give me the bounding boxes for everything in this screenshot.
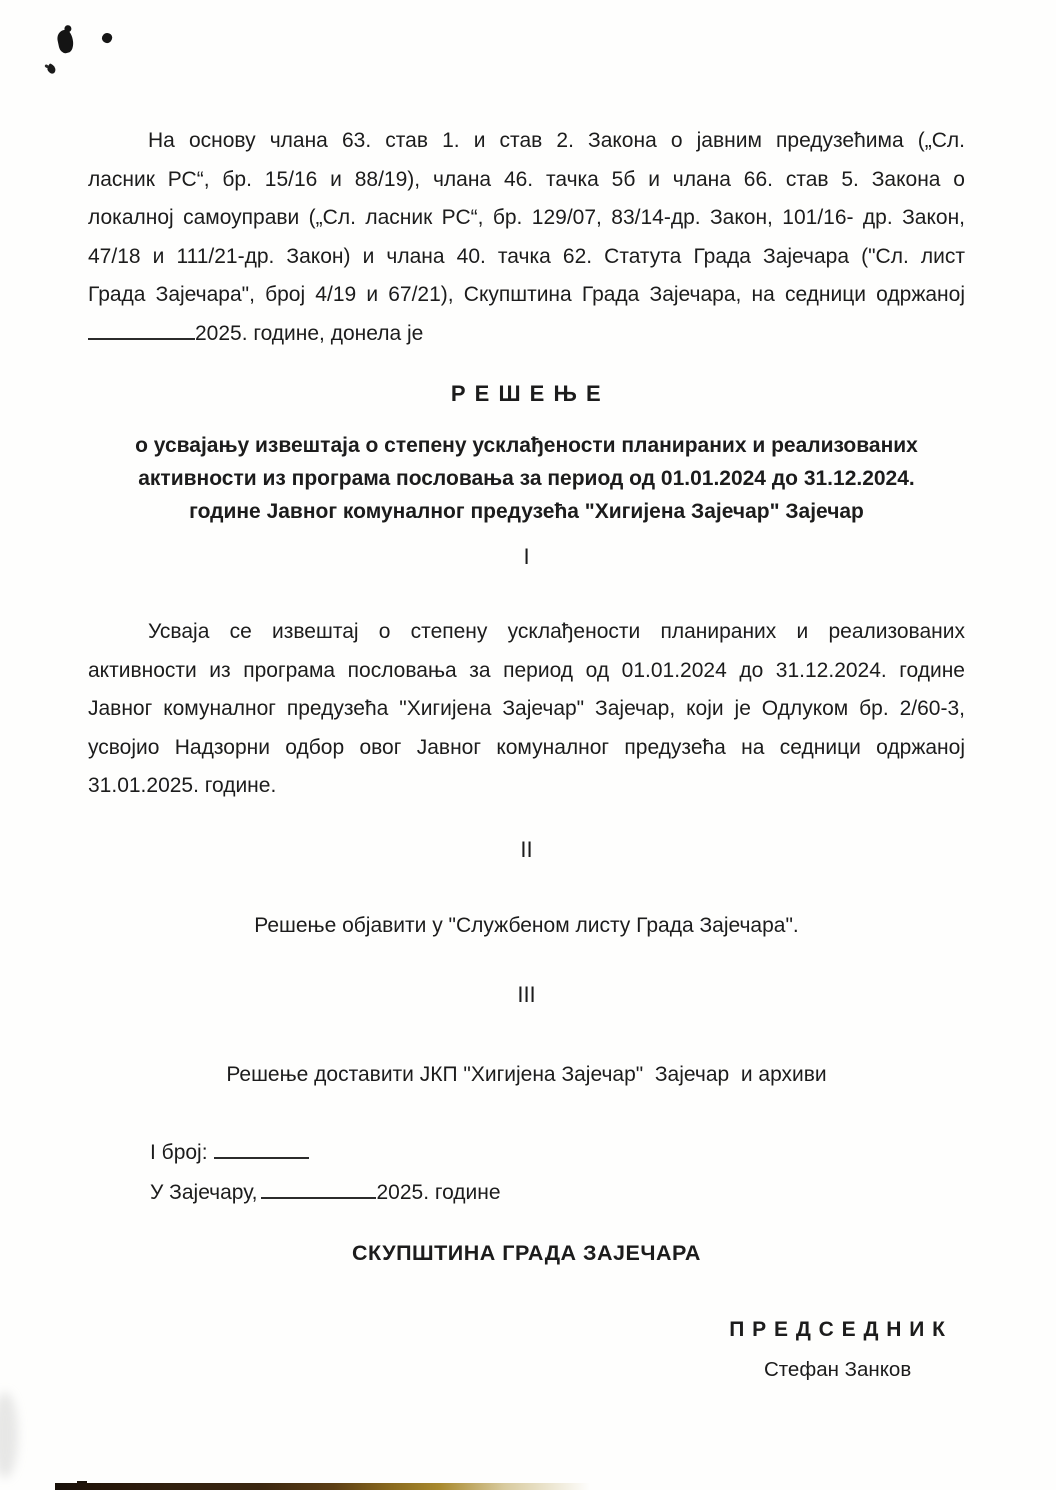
section-marker-1: I: [523, 544, 530, 569]
president-name: Стефан Занков: [763, 1357, 912, 1381]
intro-line: ласник РС“, бр. 15/16 и 88/19), члана 46. тачка 5б и члана 66. став 5. Закона о: [88, 167, 965, 191]
intro-line: 47/18 и 111/21-др. Закон) и члана 40. тачка 62. Статута Града Зајечара ("Сл. лист: [88, 244, 965, 268]
section-1-line: Усваја се извештај о степену усклађености планираних и реализованих: [148, 620, 965, 643]
assembly-name: СКУПШТИНА ГРАДА ЗАЈЕЧАРА: [352, 1240, 701, 1265]
subtitle-line: о усвајању извештаја о степену усклађености планираних и реализованих: [135, 434, 918, 457]
ink-dot-mark: [101, 32, 114, 45]
place-date-suffix: 2025. године: [376, 1180, 501, 1204]
case-number-line: [150, 1133, 965, 1173]
section-1-line: усвојио Надзорни одбор овог Јавног комуналног предузећа на седници одржаној: [88, 735, 965, 759]
intro-line-with-blank: [88, 315, 965, 354]
section-marker-2: II: [520, 836, 533, 862]
case-number-blank-underline: [214, 1143, 309, 1159]
decision-subtitle: [88, 429, 965, 528]
intro-line: Града Зајечара", број 4/19 и 67/21), Скупштина Града Зајечара, на седници одржаној: [88, 283, 965, 306]
intro-line-suffix: 2025. године, донела је: [195, 321, 424, 345]
president-inner-block: [729, 1310, 946, 1390]
section-1-line: активности из програма пословања за период од 01.01.2024 до 31.12.2024. године: [88, 658, 965, 682]
date-blank-underline: [88, 324, 195, 340]
place-date-blank-underline: [261, 1183, 376, 1199]
ink-blot-mark: [56, 29, 75, 55]
case-number-label: I број:: [150, 1140, 208, 1164]
place-label: У Зајечару,: [150, 1180, 258, 1204]
subtitle-line: године Јавног комуналног предузећа "Хигијена Зајечар" Зајечар: [189, 500, 864, 523]
section-3-text: Решење доставити ЈКП "Хигијена Зајечар" Зајечар и архиви: [226, 1062, 827, 1086]
section-1-line: 31.01.2025. године.: [88, 774, 277, 797]
intro-line: На основу члана 63. став 1. и став 2. Закона о јавним предузећима („Сл.: [148, 129, 965, 152]
section-1-line: Јавног комуналног предузећа "Хигијена Зајечар" Зајечар, који је Одлуком бр. 2/60-3,: [88, 697, 965, 720]
subtitle-line: активности из програма пословања за период од 01.01.2024 до 31.12.2024.: [138, 467, 915, 490]
scan-edge-smudge: [0, 1392, 18, 1478]
section-1-paragraph: [88, 613, 965, 806]
ink-speck-mark: [46, 63, 58, 75]
place-date-line: [150, 1173, 965, 1213]
scan-bottom-artifact: [55, 1483, 590, 1490]
president-title: П Р Е Д С Е Д Н И К: [729, 1317, 946, 1341]
section-marker-3: III: [517, 981, 536, 1007]
number-and-date-block: [88, 1133, 965, 1213]
intro-line: локалној самоуправи („Сл. ласник РС“, бр. 129/07, 83/14-др. Закон, 101/16- др. Закон,: [88, 206, 965, 229]
intro-paragraph: [88, 122, 965, 353]
decision-title: Р Е Ш Е Њ Е: [450, 381, 603, 406]
section-2-text: Решење објавити у "Службеном листу Града Зајечара".: [254, 913, 799, 937]
president-signature-block: [88, 1310, 965, 1390]
